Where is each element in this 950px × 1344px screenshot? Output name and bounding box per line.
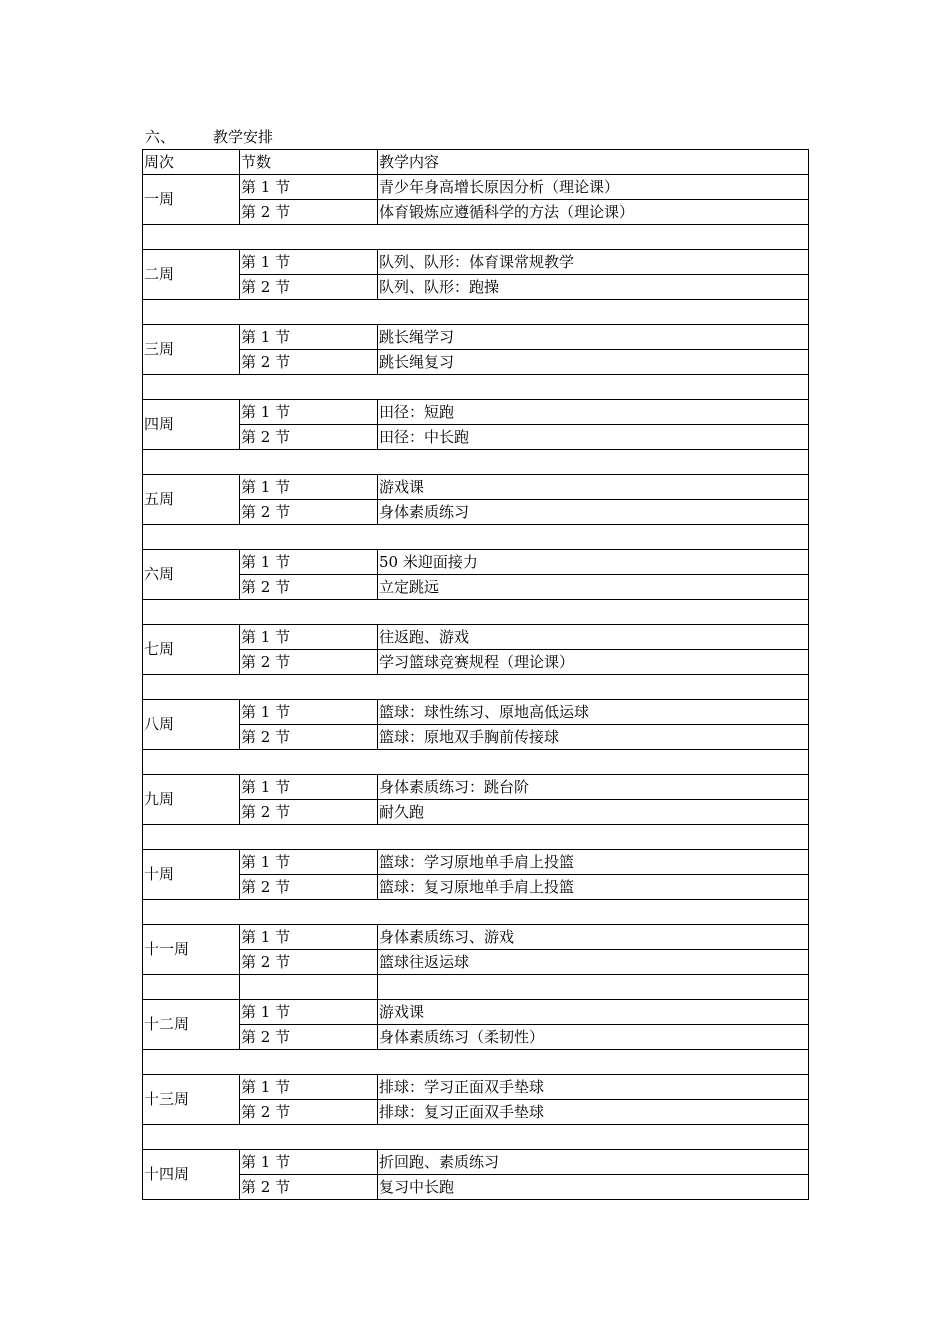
content-cell: 青少年身高增长原因分析（理论课）	[378, 175, 809, 200]
table-row	[143, 1075, 809, 1100]
table-row	[143, 1000, 809, 1025]
empty-cell	[143, 1050, 809, 1075]
empty-cell	[143, 525, 809, 550]
table-row	[143, 500, 809, 525]
separator-row	[143, 600, 809, 625]
separator-row	[143, 1125, 809, 1150]
empty-cell	[143, 675, 809, 700]
table-row	[143, 275, 809, 300]
table-row	[143, 875, 809, 900]
empty-cell	[378, 975, 809, 1000]
content-cell: 队列、队形：跑操	[378, 275, 809, 300]
period-cell: 第 2 节	[240, 875, 378, 900]
table-row	[143, 725, 809, 750]
separator-row	[143, 300, 809, 325]
table-row	[143, 1100, 809, 1125]
empty-cell	[143, 825, 809, 850]
separator-row	[143, 750, 809, 775]
table-row	[143, 650, 809, 675]
content-cell: 体育锻炼应遵循科学的方法（理论课）	[378, 200, 809, 225]
content-cell: 篮球：复习原地单手肩上投篮	[378, 875, 809, 900]
table-row	[143, 625, 809, 650]
content-cell: 跳长绳学习	[378, 325, 809, 350]
header-period: 节数	[240, 150, 378, 175]
separator-row	[143, 525, 809, 550]
content-cell: 身体素质练习、游戏	[378, 925, 809, 950]
week-label: 十一周	[143, 925, 240, 975]
teaching-schedule-table	[142, 149, 809, 1200]
content-cell: 游戏课	[378, 1000, 809, 1025]
period-cell: 第 1 节	[240, 1075, 378, 1100]
table-row	[143, 850, 809, 875]
content-cell: 排球：学习正面双手垫球	[378, 1075, 809, 1100]
table-row	[143, 175, 809, 200]
period-cell: 第 2 节	[240, 500, 378, 525]
content-cell: 立定跳远	[378, 575, 809, 600]
content-cell: 篮球往返运球	[378, 950, 809, 975]
content-cell: 田径：短跑	[378, 400, 809, 425]
period-cell: 第 1 节	[240, 700, 378, 725]
header-week: 周次	[143, 150, 240, 175]
empty-cell	[143, 450, 809, 475]
content-cell: 篮球：原地双手胸前传接球	[378, 725, 809, 750]
week-label: 九周	[143, 775, 240, 825]
table-row	[143, 250, 809, 275]
content-cell: 往返跑、游戏	[378, 625, 809, 650]
separator-row	[143, 450, 809, 475]
empty-cell	[143, 225, 809, 250]
table-row	[143, 550, 809, 575]
table-row	[143, 800, 809, 825]
content-cell: 50 米迎面接力	[378, 550, 809, 575]
period-cell: 第 2 节	[240, 350, 378, 375]
period-cell: 第 2 节	[240, 425, 378, 450]
period-cell: 第 1 节	[240, 850, 378, 875]
content-cell: 身体素质练习：跳台阶	[378, 775, 809, 800]
separator-row	[143, 225, 809, 250]
header-content: 教学内容	[378, 150, 809, 175]
section-heading	[145, 127, 273, 147]
table-row	[143, 425, 809, 450]
separator-row	[143, 375, 809, 400]
content-cell: 耐久跑	[378, 800, 809, 825]
period-cell: 第 2 节	[240, 800, 378, 825]
empty-cell	[143, 900, 809, 925]
period-cell: 第 1 节	[240, 925, 378, 950]
week-label: 八周	[143, 700, 240, 750]
period-cell: 第 2 节	[240, 950, 378, 975]
table-row	[143, 1150, 809, 1175]
period-cell: 第 2 节	[240, 200, 378, 225]
period-cell: 第 1 节	[240, 250, 378, 275]
period-cell: 第 1 节	[240, 475, 378, 500]
table-row	[143, 575, 809, 600]
week-label: 二周	[143, 250, 240, 300]
table-row	[143, 400, 809, 425]
period-cell: 第 1 节	[240, 1150, 378, 1175]
table-row	[143, 200, 809, 225]
week-label: 一周	[143, 175, 240, 225]
table-row	[143, 950, 809, 975]
period-cell: 第 1 节	[240, 1000, 378, 1025]
empty-cell	[143, 300, 809, 325]
table-row	[143, 475, 809, 500]
period-cell: 第 1 节	[240, 175, 378, 200]
empty-cell	[143, 375, 809, 400]
schedule-body	[143, 150, 809, 1200]
period-cell: 第 1 节	[240, 550, 378, 575]
period-cell: 第 2 节	[240, 1100, 378, 1125]
content-cell: 篮球：球性练习、原地高低运球	[378, 700, 809, 725]
period-cell: 第 2 节	[240, 725, 378, 750]
content-cell: 田径：中长跑	[378, 425, 809, 450]
separator-row	[143, 900, 809, 925]
week-label: 十三周	[143, 1075, 240, 1125]
empty-cell	[143, 750, 809, 775]
period-cell: 第 2 节	[240, 575, 378, 600]
period-cell: 第 2 节	[240, 1025, 378, 1050]
empty-cell	[143, 975, 240, 1000]
week-label: 六周	[143, 550, 240, 600]
week-label: 十二周	[143, 1000, 240, 1050]
content-cell: 排球：复习正面双手垫球	[378, 1100, 809, 1125]
table-row	[143, 350, 809, 375]
empty-cell	[143, 600, 809, 625]
header-row	[143, 150, 809, 175]
table-row	[143, 700, 809, 725]
period-cell: 第 1 节	[240, 400, 378, 425]
empty-cell	[143, 1125, 809, 1150]
content-cell: 游戏课	[378, 475, 809, 500]
separator-row	[143, 675, 809, 700]
content-cell: 身体素质练习	[378, 500, 809, 525]
period-cell: 第 1 节	[240, 775, 378, 800]
content-cell: 跳长绳复习	[378, 350, 809, 375]
period-cell: 第 2 节	[240, 650, 378, 675]
separator-row	[143, 975, 809, 1000]
table-row	[143, 1175, 809, 1200]
table-row	[143, 325, 809, 350]
week-label: 十四周	[143, 1150, 240, 1200]
section-title: 教学安排	[213, 128, 274, 146]
separator-row	[143, 1050, 809, 1075]
week-label: 三周	[143, 325, 240, 375]
period-cell: 第 1 节	[240, 325, 378, 350]
table-row	[143, 925, 809, 950]
week-label: 七周	[143, 625, 240, 675]
period-cell: 第 2 节	[240, 275, 378, 300]
table-row	[143, 1025, 809, 1050]
content-cell: 复习中长跑	[378, 1175, 809, 1200]
empty-cell	[240, 975, 378, 1000]
period-cell: 第 1 节	[240, 625, 378, 650]
content-cell: 学习篮球竞赛规程（理论课）	[378, 650, 809, 675]
week-label: 十周	[143, 850, 240, 900]
table-row	[143, 775, 809, 800]
section-number: 六、	[145, 128, 176, 146]
content-cell: 折回跑、素质练习	[378, 1150, 809, 1175]
content-cell: 篮球：学习原地单手肩上投篮	[378, 850, 809, 875]
week-label: 四周	[143, 400, 240, 450]
week-label: 五周	[143, 475, 240, 525]
separator-row	[143, 825, 809, 850]
period-cell: 第 2 节	[240, 1175, 378, 1200]
content-cell: 队列、队形：体育课常规教学	[378, 250, 809, 275]
content-cell: 身体素质练习（柔韧性）	[378, 1025, 809, 1050]
